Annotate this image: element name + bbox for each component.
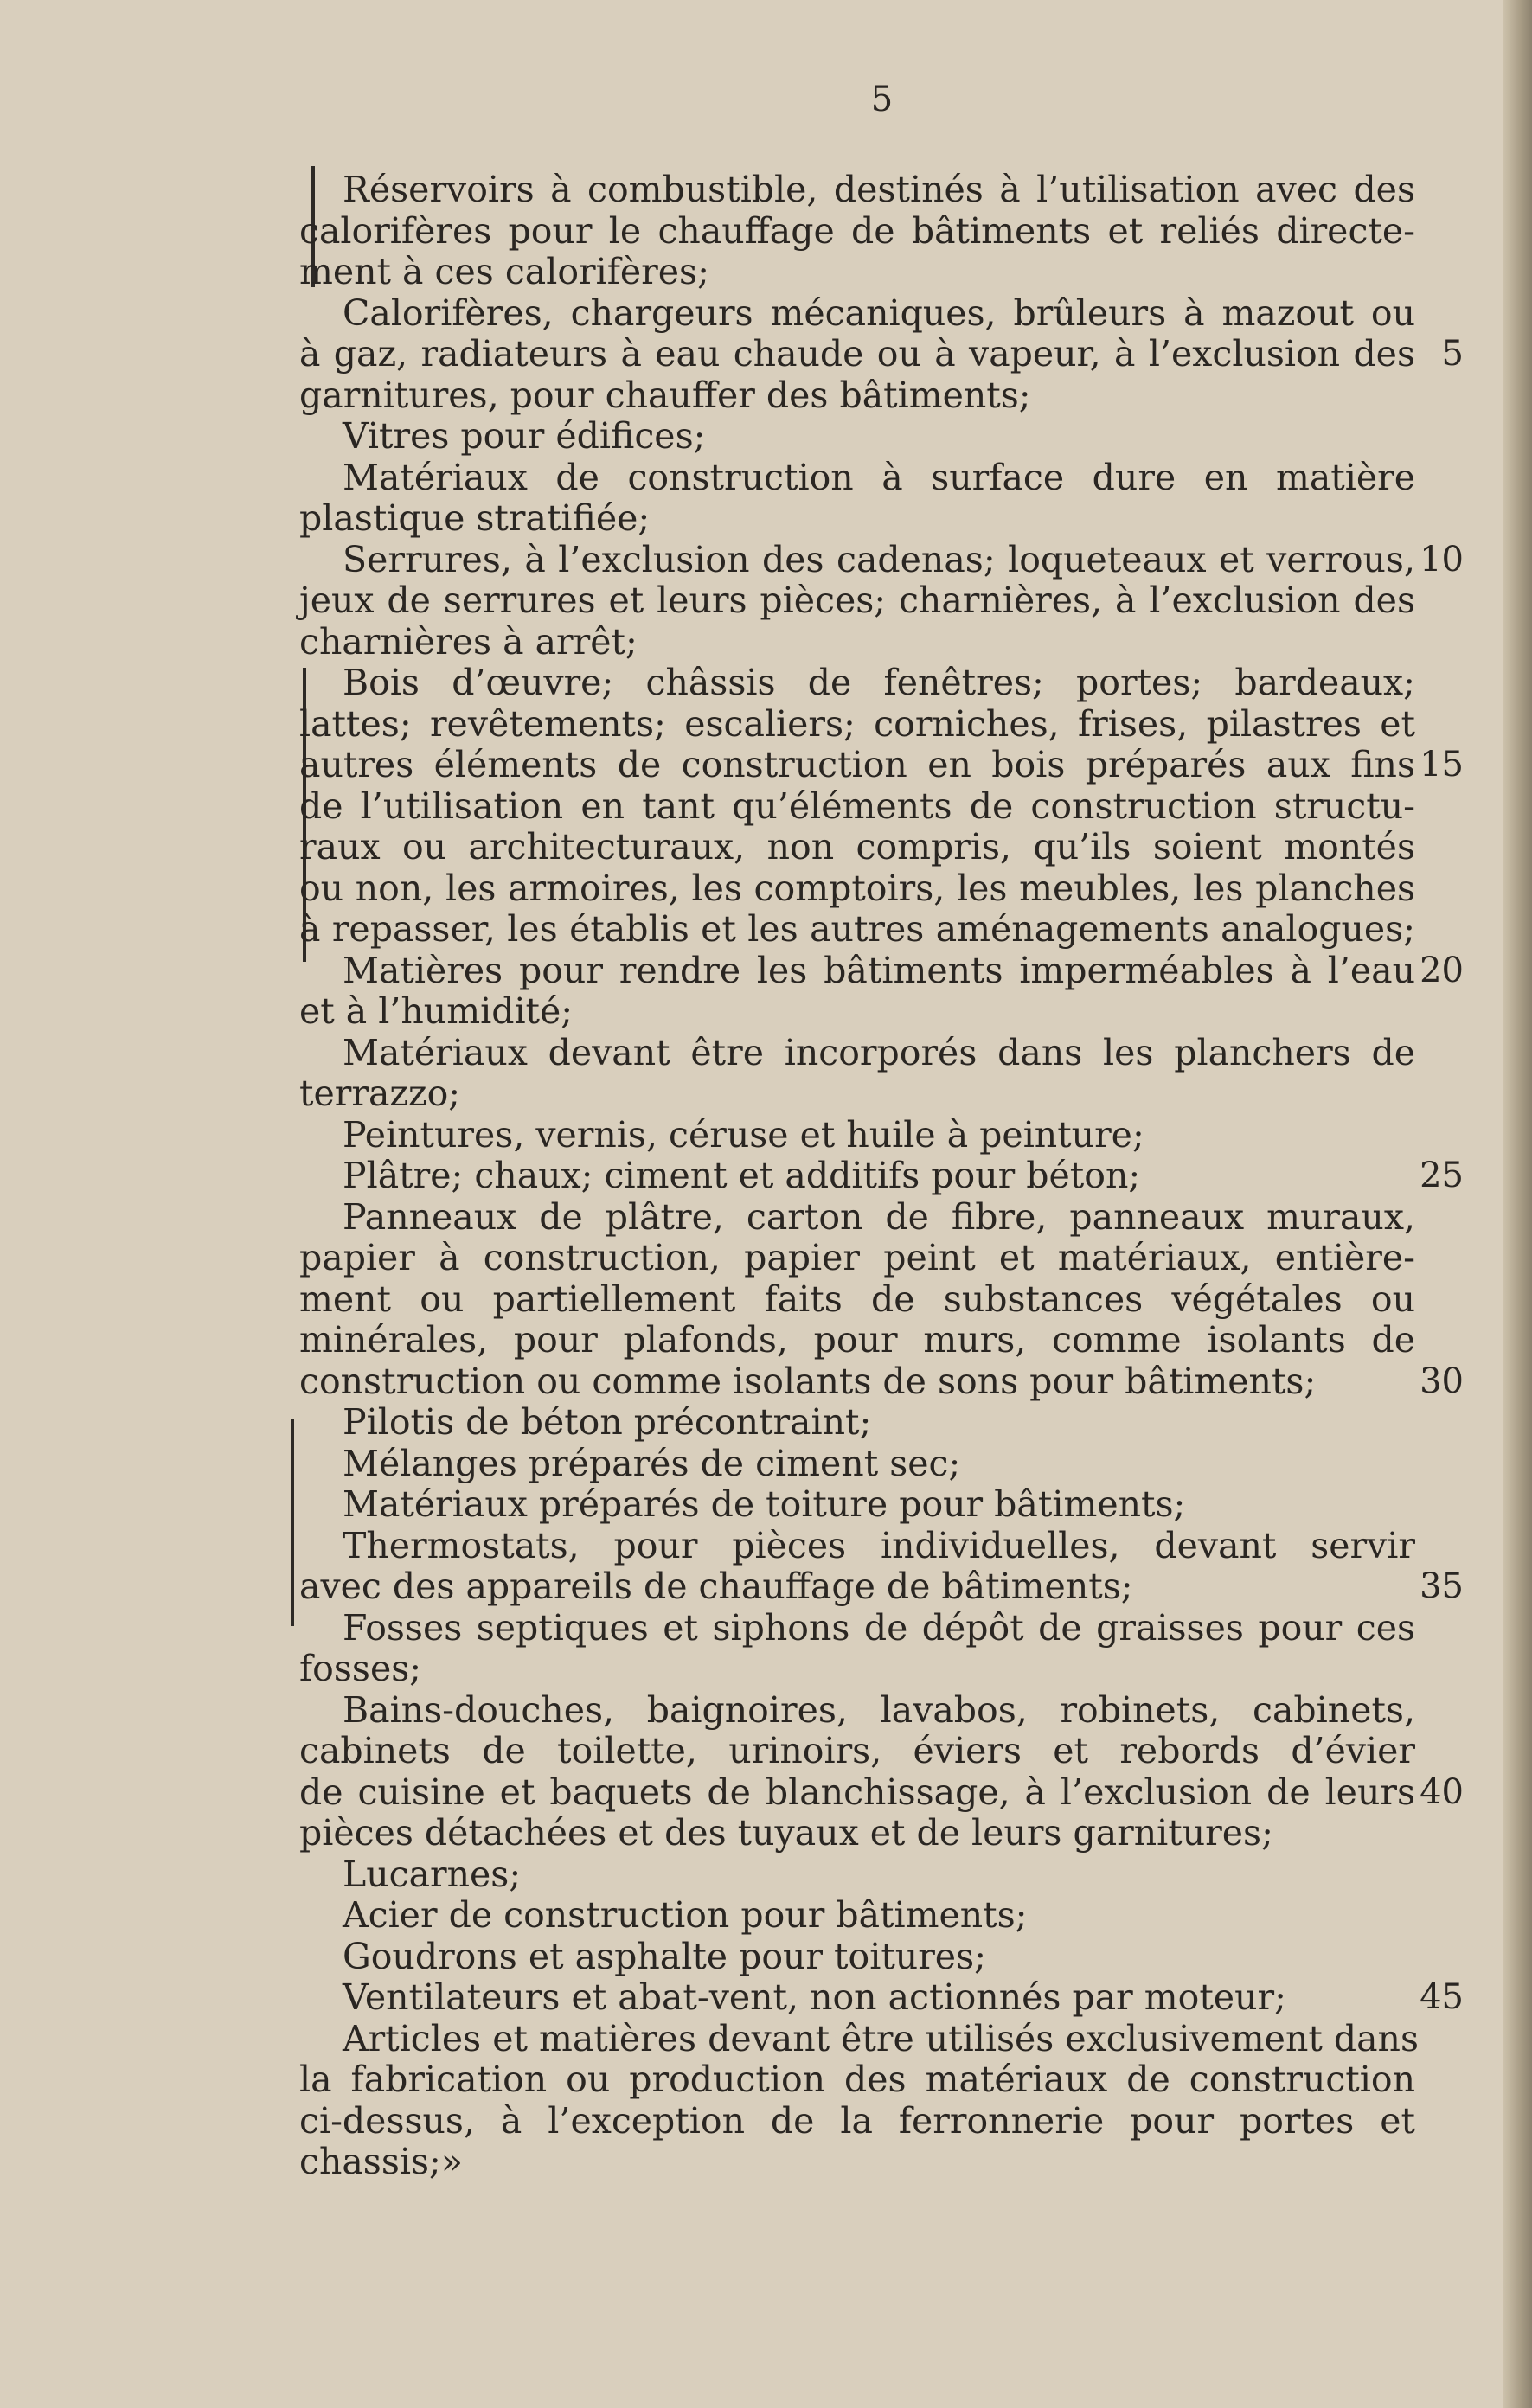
text-line: calorifères pour le chauffage de bâtiments et reliés directe- (299, 209, 1415, 252)
text-line: à repasser, les établis et les autres aménagements analogues; (299, 908, 1415, 950)
text-line: chassis;» (299, 2141, 463, 2182)
line-number: 30 (1420, 1361, 1464, 1401)
text-line: Goudrons et asphalte pour toitures; (343, 1935, 986, 1977)
text-line: Fosses septiques et siphons de dépôt de graisses pour ces (343, 1606, 1415, 1649)
text-line: Pilotis de béton précontraint; (343, 1401, 872, 1443)
text-line: ci-dessus, à l’exception de la ferronnerie pour portes et (299, 2099, 1415, 2142)
text-line: Serrures, à l’exclusion des cadenas; loqueteaux et verrous, (343, 538, 1415, 580)
page-edge (1503, 0, 1532, 2408)
line-number: 15 (1420, 745, 1464, 785)
text-line: Réservoirs à combustible, destinés à l’utilisation avec des (343, 169, 1415, 210)
text-line: Articles et matières devant être utilisés exclusivement dans (343, 2017, 1419, 2059)
text-line: Vitres pour édifices; (343, 415, 706, 457)
text-line: raux ou architecturaux, non compris, qu’ils soient montés (299, 826, 1415, 868)
text-line: ment ou partiellement faits de substances végétales ou (299, 1278, 1415, 1320)
text-line: Calorifères, chargeurs mécaniques, brûleurs à mazout ou (343, 291, 1415, 334)
text-line: la fabrication ou production des matériaux de construction (299, 2059, 1415, 2100)
text-line: charnières à arrêt; (299, 620, 638, 663)
text-line: à gaz, radiateurs à eau chaude ou à vapeur, à l’exclusion des (299, 333, 1415, 375)
text-line: Acier de construction pour bâtiments; (343, 1894, 1028, 1936)
text-line: de cuisine et baquets de blanchissage, à l’exclusion de leurs (299, 1771, 1415, 1813)
text-line: plastique stratifiée; (299, 497, 651, 539)
text-line: minérales, pour plafonds, pour murs, comme isolants de (299, 1319, 1415, 1361)
text-line: terrazzo; (299, 1073, 461, 1114)
text-line: Lucarnes; (343, 1853, 522, 1895)
line-number: 40 (1420, 1771, 1464, 1812)
text-line: Bains-douches, baignoires, lavabos, robinets, cabinets, (343, 1688, 1415, 1731)
text-line: Matières pour rendre les bâtiments imperméables à l’eau (343, 949, 1415, 991)
line-number: 20 (1420, 950, 1464, 990)
text-line: garnitures, pour chauffer des bâtiments; (299, 374, 1031, 416)
text-line: et à l’humidité; (299, 990, 574, 1032)
text-line: Bois d’œuvre; châssis de fenêtres; portes; bardeaux; (343, 662, 1415, 703)
text-line: Mélanges préparés de ciment sec; (343, 1442, 961, 1484)
text-line: Thermostats, pour pièces individuelles, devant servir (343, 1524, 1415, 1566)
text-line: autres éléments de construction en bois préparés aux fins (299, 744, 1415, 785)
text-line: Plâtre; chaux; ciment et additifs pour béton; (343, 1155, 1141, 1196)
text-line: de l’utilisation en tant qu’éléments de construction structu- (299, 785, 1415, 827)
text-line: jeux de serrures et leurs pièces; charnières, à l’exclusion des (299, 580, 1415, 621)
text-line: pièces détachées et des tuyaux et de leurs garnitures; (299, 1812, 1273, 1854)
text-line: Matériaux préparés de toiture pour bâtiments; (343, 1483, 1186, 1525)
line-number: 35 (1420, 1566, 1464, 1606)
text-line: lattes; revêtements; escaliers; corniches, frises, pilastres et (299, 702, 1415, 745)
text-line: fosses; (299, 1648, 422, 1689)
text-line: Peintures, vernis, céruse et huile à peinture; (343, 1113, 1144, 1156)
text-line: avec des appareils de chauffage de bâtiments; (299, 1566, 1133, 1607)
line-number: 25 (1420, 1156, 1464, 1195)
text-line: Matériaux devant être incorporés dans les planchers de (343, 1031, 1415, 1073)
text-line: Ventilateurs et abat-vent, non actionnés par moteur; (343, 1976, 1286, 2018)
text-line: Matériaux de construction à surface dure en matière (343, 456, 1415, 498)
text-line: Panneaux de plâtre, carton de fibre, panneaux muraux, (343, 1195, 1415, 1238)
text-line: ou non, les armoires, les comptoirs, les meubles, les planches (299, 867, 1415, 909)
text-line: papier à construction, papier peint et matériaux, entière- (299, 1237, 1415, 1278)
line-number: 45 (1420, 1977, 1464, 2017)
line-number: 10 (1420, 539, 1464, 580)
text-line: ment à ces calorifères; (299, 251, 709, 292)
page-number: 5 (870, 80, 894, 119)
margin-bar (291, 1419, 294, 1626)
text-line: construction ou comme isolants de sons pour bâtiments; (299, 1360, 1317, 1402)
text-line: cabinets de toilette, urinoirs, éviers et rebords d’évier (299, 1730, 1415, 1771)
line-number: 5 (1441, 334, 1464, 374)
body-text (299, 169, 1419, 2183)
